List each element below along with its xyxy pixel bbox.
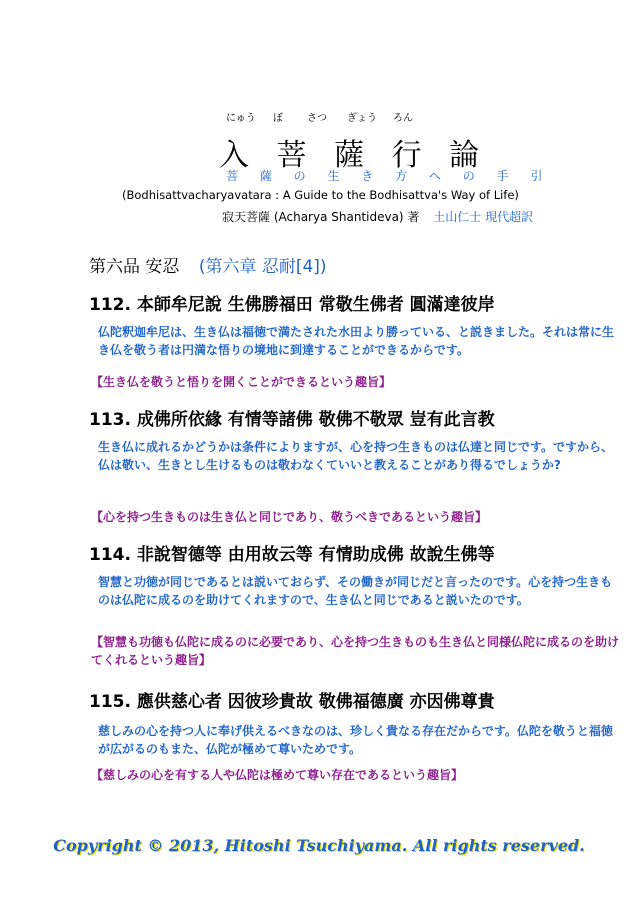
verse-113-gist: 【心を持つ生きものは生き仏と同じであり、敬うべきであるという趣旨】 (91, 510, 488, 524)
verse-112-explanation: 仏陀釈迦牟尼は、生き仏は福徳で満たされた水田より勝っている、と説きました。それは常に生き仏を敬う者は円満な悟りの境地に到達することができるからです。 (98, 325, 615, 357)
verse-115-title: 115. 應供慈心者 因彼珍貴故 敬佛福德廣 亦因佛尊貴 (89, 692, 495, 712)
translator-name: 土山仁士 現代超訳 (433, 210, 534, 224)
ruby-nyuu: にゅう (226, 113, 256, 124)
verse-115-gist: 【慈しみの心を有する人や仏陀は極めて尊い存在であるという趣旨】 (91, 768, 464, 782)
ruby-bo: ぼ (273, 113, 283, 124)
author-line (222, 208, 533, 225)
ruby-ron: ろん (393, 113, 413, 124)
chapter-label: 第六品 安忍 (89, 257, 180, 277)
verse-115-explanation: 慈しみの心を持つ人に奉げ供えるべきなのは、珍しく貴なる存在だからです。仏陀を敬うと福徳が広がるのもまた、仏陀が極めて尊いためです。 (98, 724, 613, 756)
verse-114-explanation: 智慧と功徳が同じであるとは説いておらず、その働きが同じだと言ったのです。心を持つ生きものは仏陀に成るのを助けてくれますので、生き仏と同じであると説いたのです。 (98, 575, 613, 607)
verse-113-title: 113. 成佛所依緣 有情等諸佛 敬佛不敬眾 豈有此言教 (89, 410, 495, 430)
verse-114-title: 114. 非說智德等 由用故云等 有情助成佛 故說生佛等 (89, 545, 495, 565)
ruby-gyou: ぎょう (347, 113, 377, 124)
english-title: (Bodhisattvacharyavatara : A Guide to the Bodhisattva's Way of Life) (122, 188, 519, 202)
copyright-notice: Copyright © 2013, Hitoshi Tsuchiyama. All rights reserved. (53, 836, 585, 855)
author-name: 寂天菩薩 (Acharya Shantideva) 著 (222, 210, 420, 224)
verse-114-gist: 【智慧も功徳も仏陀に成るのに必要であり、心を持つ生きものも生き仏と同様仏陀に成るのを助けてくれるという趣旨】 (91, 635, 620, 667)
page-title: 入 菩 薩 行 論 (219, 138, 489, 173)
chapter-heading (89, 252, 327, 277)
verse-112-gist: 【生き仏を敬うと悟りを開くことができるという趣旨】 (91, 375, 392, 389)
verse-113-explanation: 生き仏に成れるかどうかは条件によりますが、心を持つ生きものは仏達と同じです。ですから、仏は敬い、生きとし生けるものは敬わなくていいと教えることがあり得るでしょうか? (98, 440, 614, 472)
verse-112-title: 112. 本師牟尼說 生佛勝福田 常敬生佛者 圓滿達彼岸 (89, 295, 495, 315)
ruby-satsu: さつ (307, 113, 327, 124)
page-subtitle: 菩 薩 の 生 き 方 へ の 手 引 (226, 169, 552, 183)
chapter-translation: (第六章 忍耐[4]) (198, 257, 327, 277)
